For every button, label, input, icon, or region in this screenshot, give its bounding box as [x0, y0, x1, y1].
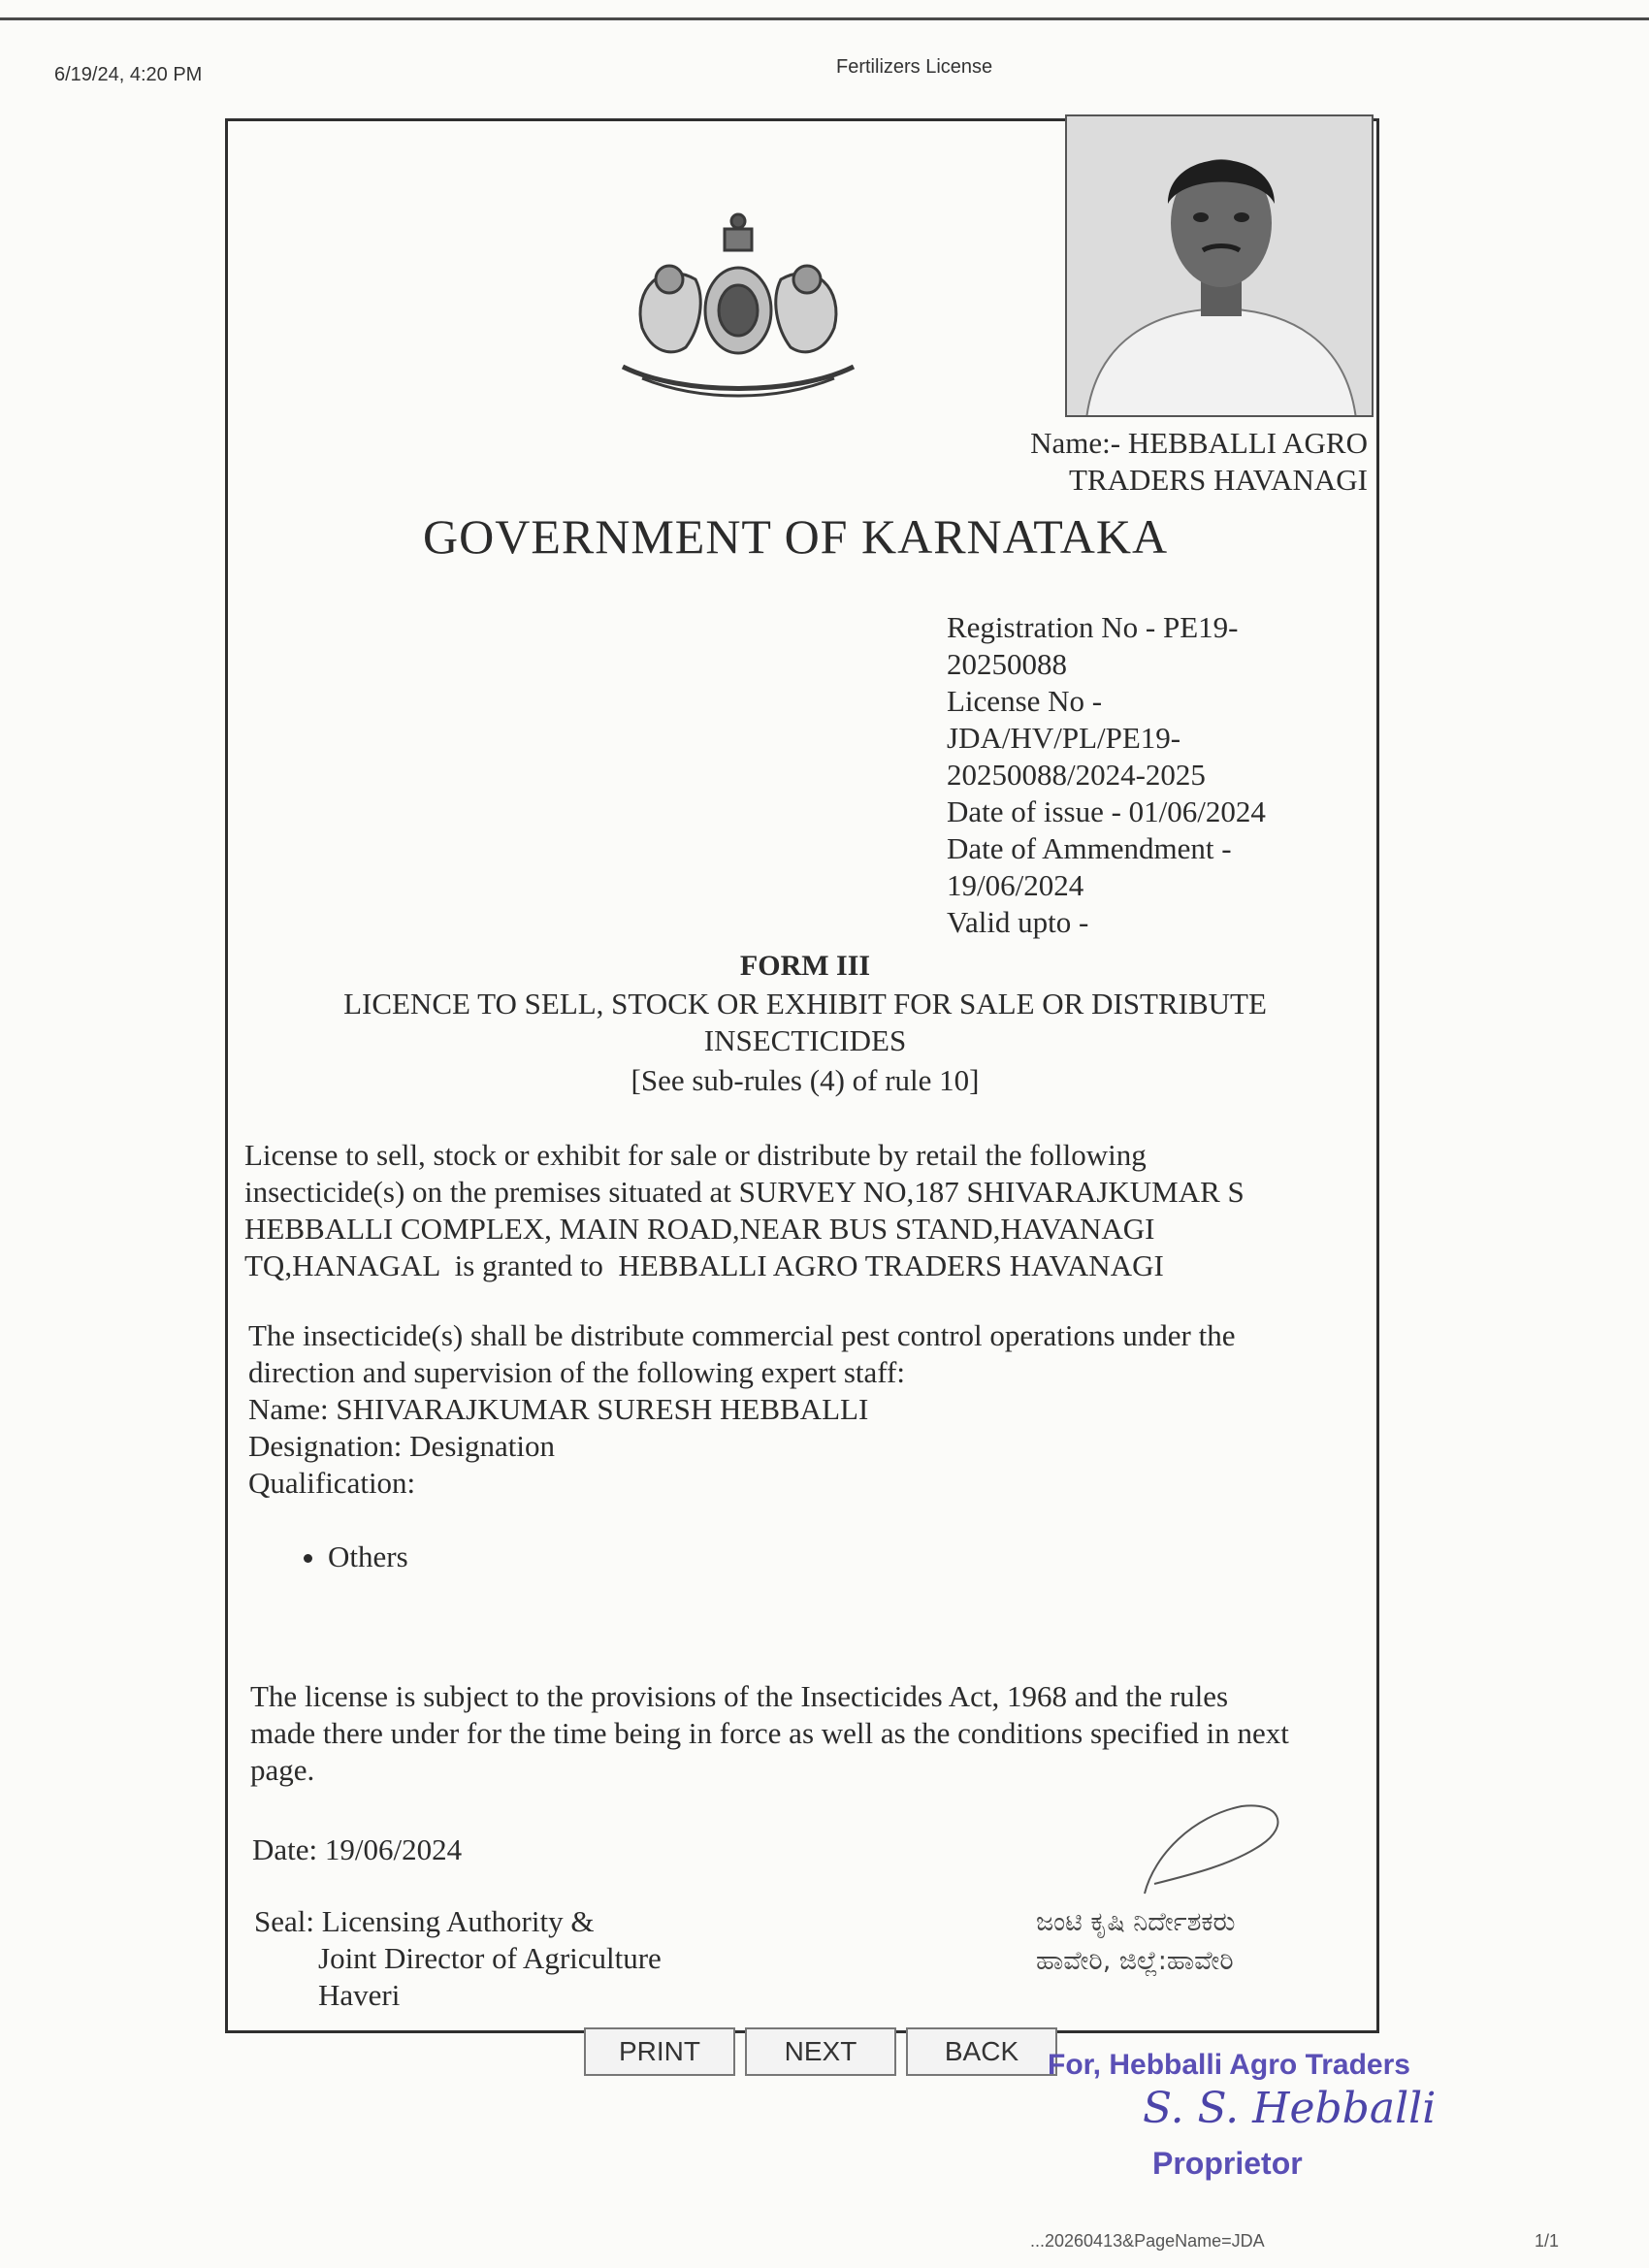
form-rule-reference: [See sub-rules (4) of rule 10] — [630, 1063, 980, 1097]
government-title: GOVERNMENT OF KARNATAKA — [423, 509, 1169, 564]
person-photo-icon — [1067, 116, 1374, 417]
print-page-title: Fertilizers License — [836, 56, 993, 78]
registration-line: Registration No - PE19- — [947, 610, 1239, 644]
qualification-item: • Others — [328, 1539, 408, 1575]
kannada-seal-line2: ಹಾವೇರಿ, ಜಿಲ್ಲೆ:ಹಾವೇರಿ — [1036, 1946, 1234, 1976]
expert-qualification-label: Qualification: — [248, 1466, 416, 1500]
kannada-seal-stamp — [1036, 1903, 1235, 1981]
grant-line: TQ,HANAGAL is granted to HEBBALLI AGRO TRADERS HAVANAGI — [244, 1248, 1164, 1282]
photo-caption-line2: TRADERS HAVANAGI — [1068, 463, 1368, 497]
grant-line: HEBBALLI COMPLEX, MAIN ROAD,NEAR BUS STAND,HAVANAGI — [244, 1212, 1155, 1246]
footer-url: ...20260413&PageName=JDA — [1030, 2231, 1265, 2251]
registration-line: 20250088 — [947, 647, 1067, 681]
footer-page-number: 1/1 — [1535, 2231, 1560, 2251]
expert-designation: Designation: Designation — [248, 1429, 555, 1463]
registration-line: License No - — [947, 684, 1103, 718]
photo-caption — [999, 425, 1368, 499]
registration-line: Valid upto - — [947, 905, 1089, 939]
form-heading — [242, 947, 1368, 1102]
registration-line: Date of Ammendment - — [947, 831, 1232, 865]
proprietor-firm-stamp: For, Hebballi Agro Traders — [1048, 2049, 1410, 2081]
seal-line3: Haveri — [318, 1978, 401, 2012]
conditions-line: The license is subject to the provisions of the Insecticides Act, 1968 and the rules — [250, 1679, 1229, 1713]
conditions-line: page. — [250, 1753, 315, 1787]
seal-block — [254, 1903, 662, 2014]
next-button[interactable]: NEXT — [745, 2027, 896, 2076]
form-title-line1: LICENCE TO SELL, STOCK OR EXHIBIT FOR SALE OR DISTRIBUTE — [343, 987, 1267, 1021]
proprietor-signature: S. S. Hebballi — [1143, 2084, 1437, 2133]
seal-line2: Joint Director of Agriculture — [318, 1941, 662, 1975]
proprietor-role-stamp: Proprietor — [1152, 2146, 1303, 2181]
qualification-list — [248, 1539, 408, 1575]
seal-line1: Seal: Licensing Authority & — [254, 1904, 595, 1938]
registration-line: Date of issue - 01/06/2024 — [947, 794, 1266, 828]
supervision-line: direction and supervision of the following expert staff: — [248, 1355, 905, 1389]
back-button[interactable]: BACK — [906, 2027, 1057, 2076]
scan-top-edge-line — [0, 17, 1649, 20]
registration-line: JDA/HV/PL/PE19- — [947, 721, 1181, 755]
registration-line: 20250088/2024-2025 — [947, 758, 1206, 792]
grant-line: License to sell, stock or exhibit for sale or distribute by retail the following — [244, 1138, 1147, 1172]
kannada-seal-line1: ಜಂಟಿ ಕೃಷಿ ನಿರ್ದೇಶಕರು — [1036, 1907, 1236, 1937]
karnataka-emblem-icon — [603, 211, 873, 402]
form-title-line2: INSECTICIDES — [703, 1023, 907, 1057]
supervision-paragraph — [248, 1317, 1236, 1502]
conditions-paragraph — [250, 1678, 1289, 1789]
expert-name: Name: SHIVARAJKUMAR SURESH HEBBALLI — [248, 1392, 869, 1426]
photo-caption-line1: Name:- HEBBALLI AGRO — [1030, 426, 1368, 460]
registration-line: 19/06/2024 — [947, 868, 1084, 902]
grant-line: insecticide(s) on the premises situated at SURVEY NO,187 SHIVARAJKUMAR S — [244, 1175, 1245, 1209]
conditions-line: made there under for the time being in force as well as the conditions specified in next — [250, 1716, 1289, 1750]
issue-date: Date: 19/06/2024 — [252, 1832, 463, 1866]
grant-paragraph — [244, 1137, 1245, 1284]
registration-block — [947, 609, 1266, 941]
authority-signature-icon — [1135, 1797, 1300, 1903]
print-button[interactable]: PRINT — [584, 2027, 735, 2076]
licensee-photo — [1065, 114, 1374, 417]
form-name: FORM III — [739, 950, 871, 982]
print-timestamp: 6/19/24, 4:20 PM — [54, 64, 203, 85]
supervision-line: The insecticide(s) shall be distribute commercial pest control operations under the — [248, 1318, 1236, 1352]
